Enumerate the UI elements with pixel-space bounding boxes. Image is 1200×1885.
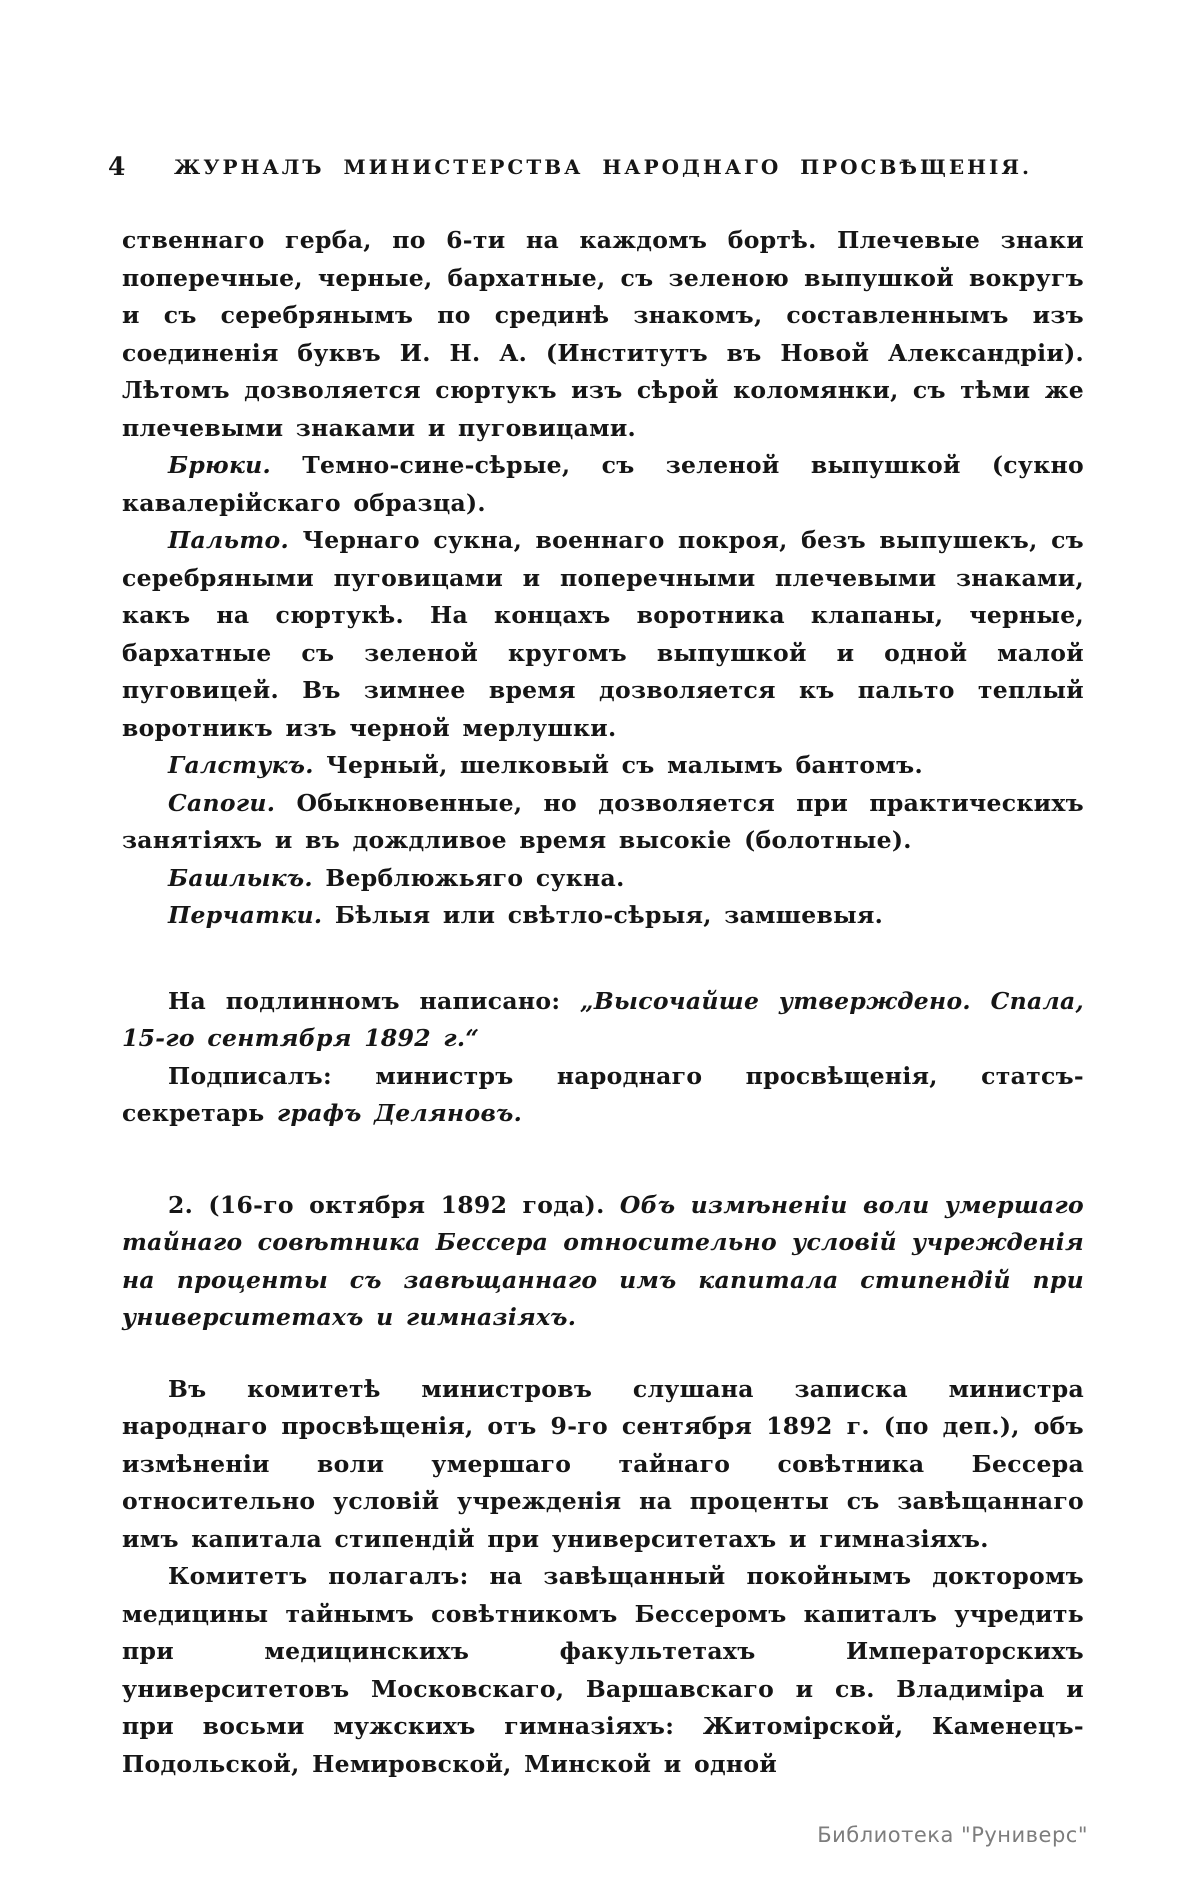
approval-lead: На подлинномъ написано: [168,986,561,1015]
term-bashlyk: Башлыкъ. [168,863,313,892]
paragraph-text: Чернаго сукна, военнаго покроя, безъ выпушекъ, съ серебряными пуговицами и поперечными плечевыми знаками, какъ на сюртукѣ. На концахъ воротника клапаны, черные, бархатные съ зеленой кругомъ выпушкой и одной малой пуговицей. Въ зимнее время дозволяется къ пальто теплый воротникъ изъ черной мерлушки. [122,526,1085,742]
section-2-title: Объ измѣненіи воли умершаго тайнаго совѣтника Бессера относительно условій учрежденія на проценты съ завѣщаннаго имъ капитала стипендій при университетахъ и гимназіяхъ. [122,1190,1085,1331]
paragraph-text: Обыкновенные, но дозволяется при практическихъ занятіяхъ и въ дождливое время высокіе (болотные). [122,788,1084,854]
paragraph-committee-resolution: Комитетъ полагалъ: на завѣщанный покойнымъ докторомъ медицины тайнымъ совѣтникомъ Бессеромъ капиталъ учредить при медицинскихъ факультетахъ Императорскихъ университетовъ Московскаго, Варшавскаго и св. Владиміра и при восьми мужскихъ гимназіяхъ: Житомірской, Каменецъ-Подольской, Немировской, Минской и одной [122,1562,1084,1778]
approval-quote: „Высочайше утверждено. Спала, 15-го сентября 1892 г.“ [122,986,1085,1052]
term-necktie: Галстукъ. [168,751,314,779]
signature-name: графъ Деляновъ. [276,1099,523,1127]
paragraph-gloves [122,897,1084,935]
term-coat: Пальто. [168,526,289,554]
page-number: 4 [108,152,126,181]
signature-text: Подписалъ: министръ народнаго просвѣщенія, статсъ-секретарь [122,1061,1084,1127]
paragraph-necktie [122,747,1084,785]
term-gloves: Перчатки. [168,901,323,929]
section-2-heading [122,1187,1084,1337]
paragraph-uniform-continuation: ственнаго герба, по 6-ти на каждомъ бортѣ. Плечевые знаки поперечные, черные, бархатные, съ зеленою выпушкой вокругъ и съ серебрянымъ по срединѣ знакомъ, составленнымъ изъ соединенія буквъ И. Н. А. (Институтъ въ Новой Александріи). Лѣтомъ дозволяется сюртукъ изъ сѣрой коломянки, съ тѣми же плечевыми знаками и пуговицами. [122,226,1084,442]
paragraph-committee-record: Въ комитетѣ министровъ слушана записка министра народнаго просвѣщенія, отъ 9-го сентября 1892 г. (по деп.), объ измѣненіи воли умершаго тайнаго совѣтника Бессера относительно условій учрежденія на проценты съ завѣщаннаго имъ капитала стипендій при университетахъ и гимназіяхъ. [122,1374,1084,1553]
paragraph-bashlyk [122,860,1084,898]
term-trousers: Брюки. [168,451,272,479]
paragraph-text: Верблюжьяго сукна. [325,863,625,892]
paragraph-coat [122,522,1084,747]
paragraph-text: Бѣлыя или свѣтло-сѣрыя, замшевыя. [334,901,884,929]
page-header [108,152,1084,181]
paragraph-trousers [122,447,1084,522]
paragraph-signature [122,1058,1084,1133]
library-watermark: Библиотека "Руниверс" [817,1823,1088,1847]
paragraph-text: Темно-сине-сѣрые, съ зеленой выпушкой (сукно кавалерійскаго образца). [122,451,1084,517]
paragraph-text: Черный, шелковый съ малымъ бантомъ. [326,751,923,779]
section-2-number: 2. (16-го октября 1892 года). [168,1190,605,1219]
term-boots: Сапоги. [168,788,276,817]
paragraph-boots [122,785,1084,860]
page-body [122,222,1084,1783]
running-title: ЖУРНАЛЪ МИНИСТЕРСТВА НАРОДНАГО ПРОСВѢЩЕНІЯ. [174,155,1032,179]
paragraph-approval-note [122,983,1084,1058]
